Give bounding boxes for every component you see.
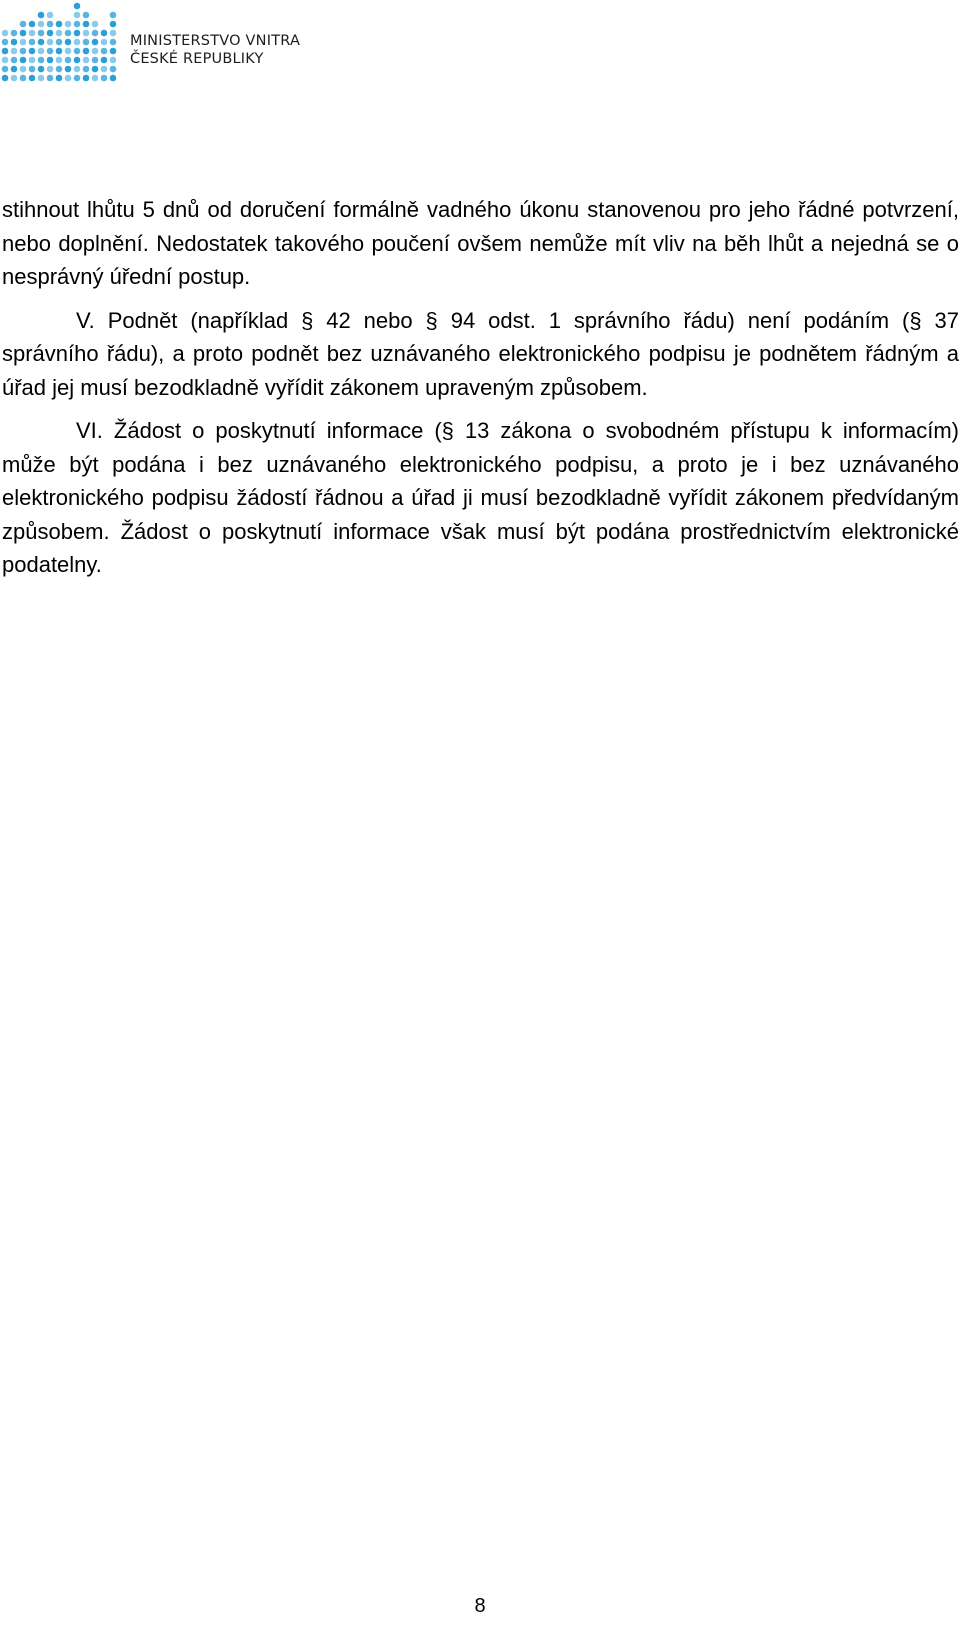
logo-dot — [56, 21, 63, 28]
logo-dot — [83, 12, 90, 19]
logo-dot — [92, 30, 99, 37]
logo-dot — [92, 66, 99, 73]
logo-line-2: ČESKÉ REPUBLIKY — [130, 51, 264, 67]
logo-dot — [101, 57, 108, 64]
logo-dot — [2, 75, 9, 82]
logo-dot — [74, 66, 81, 73]
logo-dot — [47, 39, 54, 46]
logo-dot — [74, 12, 81, 19]
logo-dot — [65, 30, 72, 37]
logo-dot — [2, 30, 9, 37]
logo-dot — [74, 48, 81, 55]
logo-dot — [38, 12, 45, 19]
logo-dot — [11, 66, 18, 73]
logo-dot — [65, 57, 72, 64]
logo-dot — [20, 48, 27, 55]
logo-dot — [11, 39, 18, 46]
logo-dot — [56, 57, 63, 64]
logo-dot — [101, 39, 108, 46]
logo-dot — [110, 48, 117, 55]
paragraph-section-vi: VI. Žádost o poskytnutí informace (§ 13 zákona o svobodném přístupu k informacím) může být podána i bez uznávaného elektronického podpisu, a proto je i bez uznávaného elektronického podpisu žádostí řádnou a úřad ji musí bezodkladně vyřídit zákonem předvídaným způsobem. Žádost o poskytnutí informace však musí být podána prostřednictvím elektronické podatelny. — [2, 418, 959, 577]
logo-dot — [65, 39, 72, 46]
logo-dot — [38, 48, 45, 55]
logo-dot — [92, 75, 99, 82]
logo-dot — [56, 66, 63, 73]
page-number: 8 — [474, 1595, 486, 1617]
logo-dots-mark — [0, 0, 120, 90]
logo-dot — [101, 75, 108, 82]
logo-dot — [110, 39, 117, 46]
logo-dot — [56, 30, 63, 37]
logo-dot — [11, 48, 18, 55]
logo-dot — [110, 57, 117, 64]
logo-dot — [56, 48, 63, 55]
logo-dot — [2, 48, 9, 55]
logo-dot — [74, 30, 81, 37]
logo-dot — [20, 30, 27, 37]
logo-dot — [74, 39, 81, 46]
logo-dot — [65, 48, 72, 55]
logo-dot — [20, 75, 27, 82]
logo-dot — [29, 21, 36, 28]
logo-dot — [29, 66, 36, 73]
logo-dot — [29, 75, 36, 82]
logo-dot — [38, 57, 45, 64]
logo-dot — [56, 39, 63, 46]
logo-dot — [56, 75, 63, 82]
paragraph-continuation: stihnout lhůtu 5 dnů od doručení formálně vadného úkonu stanovenou pro jeho řádné potvrzení, nebo doplnění. Nedostatek takového poučení ovšem nemůže mít vliv na běh lhůt a nejedná se o nesprávný úřední postup. — [2, 197, 959, 289]
logo-dot — [74, 57, 81, 64]
logo-dot — [20, 21, 27, 28]
logo-dot — [38, 39, 45, 46]
logo-dot — [110, 30, 117, 37]
logo-dot — [110, 12, 117, 19]
logo-dot — [101, 30, 108, 37]
logo-dot — [92, 57, 99, 64]
logo-dot — [20, 39, 27, 46]
logo-dot — [65, 66, 72, 73]
logo-dot — [47, 12, 54, 19]
logo-dot — [83, 48, 90, 55]
logo-dot — [11, 75, 18, 82]
logo-dot — [83, 39, 90, 46]
logo-text — [130, 32, 300, 68]
logo-dot — [2, 66, 9, 73]
logo-dot — [110, 66, 117, 73]
logo-dot — [11, 57, 18, 64]
logo-dot — [11, 30, 18, 37]
paragraph-section-v: V. Podnět (například § 42 nebo § 94 odst. 1 správního řádu) není podáním (§ 37 správního řádu), a proto podnět bez uznávaného elektronického podpisu je podnětem řádným a úřad jej musí bezodkladně vyřídit zákonem upraveným způsobem. — [2, 307, 959, 400]
logo-dot — [38, 75, 45, 82]
logo-dot — [47, 48, 54, 55]
logo-dot — [110, 75, 117, 82]
logo-dot — [47, 66, 54, 73]
logo-dot — [83, 66, 90, 73]
logo-dot — [47, 21, 54, 28]
ministry-logo — [0, 0, 300, 90]
logo-dot — [38, 21, 45, 28]
logo-dot — [92, 39, 99, 46]
logo-dot — [47, 30, 54, 37]
logo-dot — [74, 21, 81, 28]
logo-dot — [83, 21, 90, 28]
logo-dot — [110, 21, 117, 28]
logo-dot — [83, 57, 90, 64]
logo-dot — [38, 66, 45, 73]
logo-dot — [92, 21, 99, 28]
logo-dot — [101, 66, 108, 73]
logo-dot — [65, 21, 72, 28]
logo-dot — [29, 30, 36, 37]
logo-line-1: MINISTERSTVO VNITRA — [130, 33, 301, 49]
logo-dot — [47, 75, 54, 82]
logo-dot — [74, 75, 81, 82]
logo-dot — [74, 3, 81, 10]
logo-dot — [101, 48, 108, 55]
logo-dot — [29, 48, 36, 55]
logo-dot — [29, 57, 36, 64]
logo-dot — [83, 75, 90, 82]
document-body — [2, 193, 959, 592]
logo-dot — [20, 66, 27, 73]
logo-dot — [38, 30, 45, 37]
logo-dot — [65, 75, 72, 82]
logo-dot — [2, 57, 9, 64]
logo-dot — [29, 39, 36, 46]
logo-dot — [92, 48, 99, 55]
logo-dot — [83, 30, 90, 37]
logo-dot — [20, 57, 27, 64]
logo-dot — [2, 39, 9, 46]
logo-dot — [47, 57, 54, 64]
